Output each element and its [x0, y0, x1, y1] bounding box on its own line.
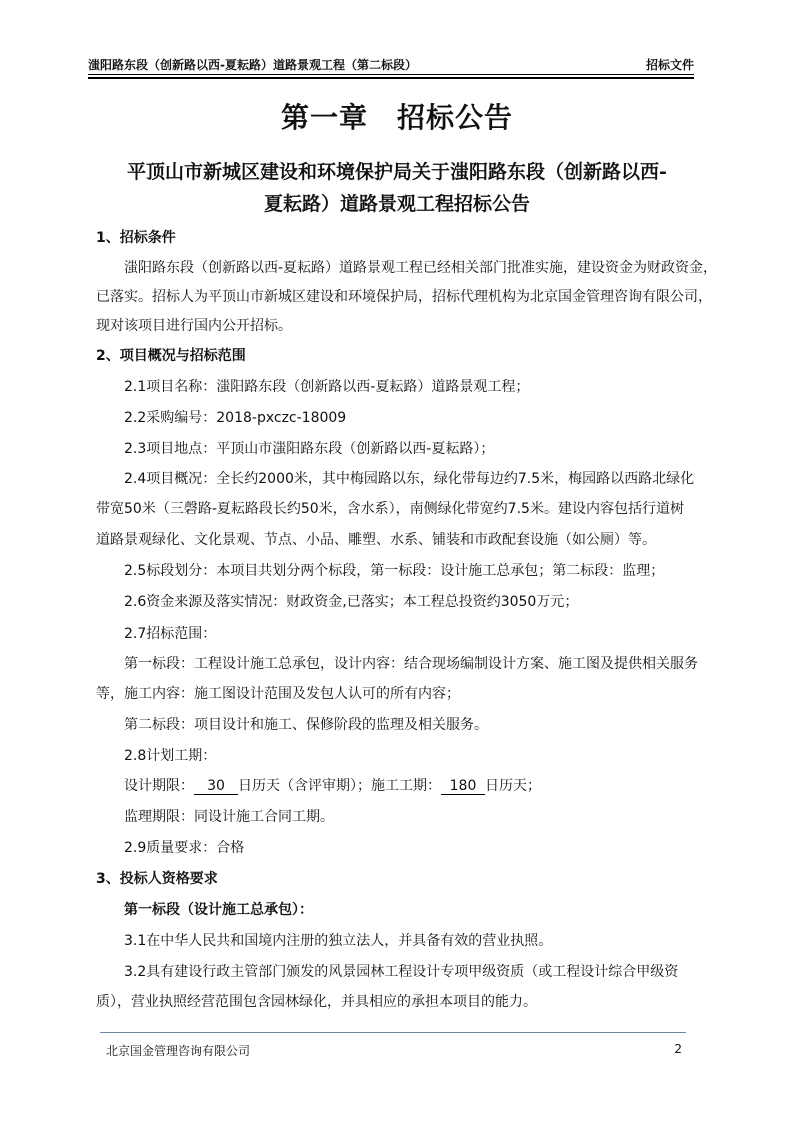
item-project-name: 2.1项目名称：滍阳路东段（创新路以西-夏耘路）道路景观工程； [124, 379, 530, 395]
item-project-overview-cont: 道路景观绿化、文化景观、节点、小品、雕塑、水系、铺装和市政配套设施（如公厕）等。 [96, 532, 656, 548]
header-project-title: 滍阳路东段（创新路以西-夏耘路）道路景观工程（第二标段） [88, 58, 417, 72]
item-quality-requirement: 2.9质量要求：合格 [124, 840, 245, 856]
item-project-overview-cont: 带宽50米（三磬路-夏耘路段长约50米，含水系），南侧绿化带宽约7.5米。建设内容包括行道树 [96, 501, 684, 517]
chapter-title: 第一章 招标公告 [280, 101, 513, 134]
section-heading-project-overview: 2、项目概况与招标范围 [96, 348, 246, 364]
schedule-periods [124, 776, 541, 796]
item-schedule: 2.8计划工期： [124, 748, 217, 764]
page-number: 2 [674, 1042, 682, 1056]
footer-divider [100, 1032, 686, 1033]
item-procurement-number: 2.2采购编号：2018-pxczc-18009 [124, 410, 347, 426]
construction-period-label: 日历天（含评审期）；施工工期： [238, 778, 441, 794]
paragraph-line: 滍阳路东段（创新路以西-夏耘路）道路景观工程已经相关部门批准实施，建设资金为财政资金， [124, 260, 718, 276]
section-heading-bid-conditions: 1、招标条件 [96, 230, 176, 246]
notice-title-line-1: 平顶山市新城区建设和环境保护局关于滍阳路东段（创新路以西- [127, 161, 667, 183]
header-doc-type: 招标文件 [645, 58, 694, 72]
page-header [88, 56, 694, 75]
qualification-item-legal-entity: 3.1在中华人民共和国境内注册的独立法人，并具备有效的营业执照。 [124, 933, 553, 949]
paragraph-line: 已落实。招标人为平顶山市新城区建设和环境保护局，招标代理机构为北京国金管理咨询有限公司， [96, 289, 712, 305]
section-heading-qualifications: 3、投标人资格要求 [96, 871, 218, 887]
scope-lot-1-cont: 等，施工内容：施工图设计范围及发包人认可的所有内容； [96, 686, 460, 702]
item-lot-division: 2.5标段划分：本项目共划分两个标段，第一标段：设计施工总承包；第二标段：监理； [124, 563, 665, 579]
construction-days-value: 180 [441, 778, 485, 795]
item-funding-source: 2.6资金来源及落实情况：财政资金,已落实；本工程总投资约3050万元； [124, 594, 579, 610]
notice-title [88, 156, 706, 220]
supervision-period: 监理期限：同设计施工合同工期。 [124, 809, 334, 825]
footer-company: 北京国金管理咨询有限公司 [106, 1044, 251, 1058]
qualification-item-design-license: 3.2具有建设行政主管部门颁发的风景园林工程设计专项甲级资质（或工程设计综合甲级资 [124, 964, 679, 980]
qualification-lot-1-heading: 第一标段（设计施工总承包）： [124, 902, 313, 918]
scope-lot-2: 第二标段：项目设计和施工、保修阶段的监理及相关服务。 [124, 717, 488, 733]
notice-title-line-2: 夏耘路）道路景观工程招标公告 [263, 193, 530, 215]
item-project-overview: 2.4项目概况：全长约2000米，其中梅园路以东，绿化带每边约7.5米，梅园路以西路北绿化 [124, 471, 695, 487]
item-project-location: 2.3项目地点：平顶山市滍阳路东段（创新路以西-夏耘路）； [124, 441, 495, 457]
construction-days-unit: 日历天； [485, 778, 541, 794]
scope-lot-1: 第一标段：工程设计施工总承包，设计内容：结合现场编制设计方案、施工图及提供相关服务 [124, 656, 698, 672]
paragraph-line: 现对该项目进行国内公开招标。 [96, 318, 292, 334]
item-bid-scope: 2.7招标范围： [124, 626, 217, 642]
qualification-item-design-license-cont: 质），营业执照经营范围包含园林绿化，并具相应的承担本项目的能力。 [96, 994, 537, 1010]
design-days-value: 30 [194, 778, 238, 795]
header-divider [88, 77, 694, 79]
design-period-label: 设计期限： [124, 778, 194, 794]
